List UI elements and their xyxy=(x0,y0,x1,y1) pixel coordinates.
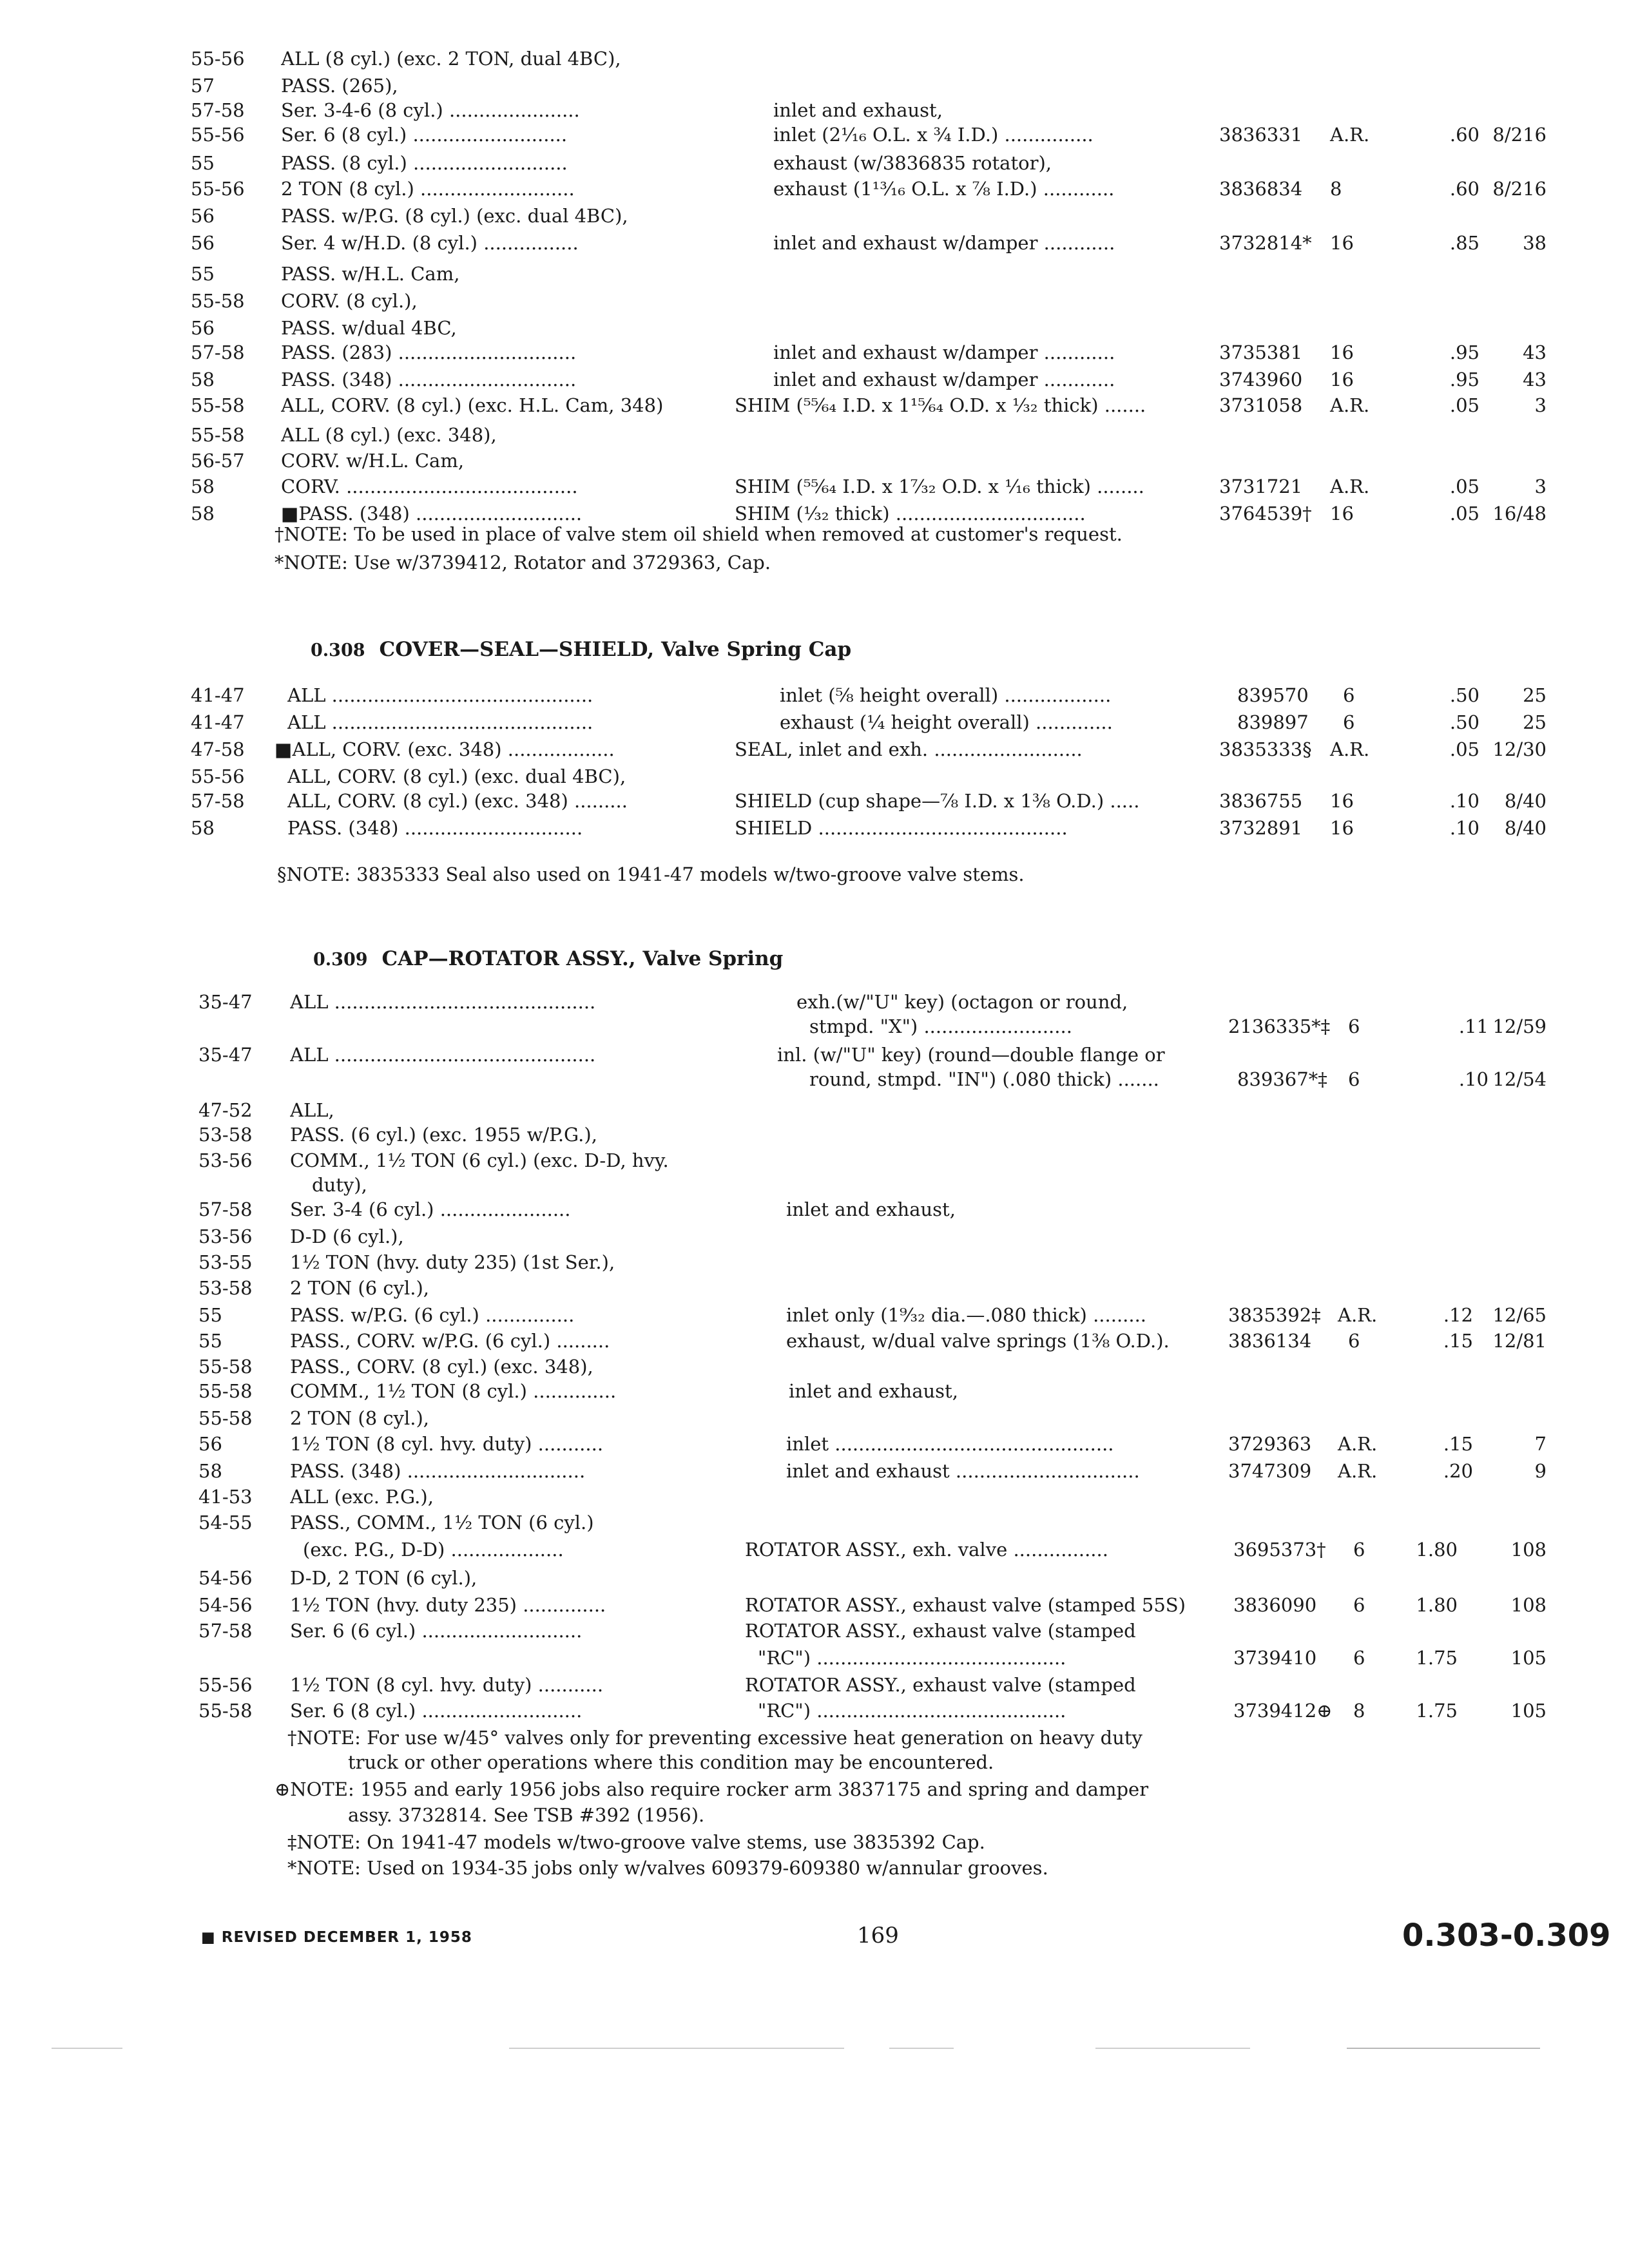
year-cell: 53-56 xyxy=(198,1225,253,1247)
table-row xyxy=(0,1196,1629,1223)
description-cell: exh.(w/"U" key) (octagon or round, xyxy=(796,991,1128,1013)
scan-artifact xyxy=(509,2048,844,2049)
amount: 9 xyxy=(1534,1460,1547,1482)
application-cell: Ser. 6 (8 cyl.) ........................... xyxy=(290,1700,583,1722)
price: .10 xyxy=(1449,790,1480,812)
application-cell: CORV. (8 cyl.), xyxy=(281,290,418,312)
price: .85 xyxy=(1449,232,1480,254)
application-cell: CORV. w/H.L. Cam, xyxy=(281,450,465,472)
year-cell: 55 xyxy=(191,263,215,285)
application-cell: ALL (8 cyl.) (exc. 2 TON, dual 4BC), xyxy=(281,48,621,70)
amount: 108 xyxy=(1510,1594,1547,1616)
application-cell: PASS. (265), xyxy=(281,75,398,97)
amount: 25 xyxy=(1523,684,1547,706)
table-row xyxy=(0,1249,1629,1276)
description-cell: inl. (w/"U" key) (round—double flange or xyxy=(777,1044,1165,1066)
description-cell: round, stmpd. "IN") (.080 thick) ....... xyxy=(809,1068,1159,1090)
year-cell: 58 xyxy=(191,817,215,839)
amount: 12/81 xyxy=(1492,1330,1547,1352)
amount: 25 xyxy=(1523,711,1547,733)
price: .05 xyxy=(1449,503,1480,524)
table-row xyxy=(0,121,1629,148)
footnote: †NOTE: For use w/45° valves only for preventing excessive heat generation on heavy duty xyxy=(287,1727,1142,1749)
amount: 105 xyxy=(1510,1700,1547,1722)
table-row xyxy=(0,763,1629,790)
part-number: 839367*‡ xyxy=(1237,1068,1327,1090)
year-cell: 55 xyxy=(198,1304,222,1326)
application-cell: duty), xyxy=(312,1174,367,1196)
year-cell: 56 xyxy=(191,205,215,227)
quantity: A.R. xyxy=(1338,1433,1378,1455)
table-row xyxy=(0,736,1629,763)
table-row xyxy=(0,787,1629,814)
year-cell: 55-58 xyxy=(198,1380,253,1402)
application-cell: ALL, CORV. (8 cyl.) (exc. 348) ......... xyxy=(287,790,628,812)
price: .05 xyxy=(1449,394,1480,416)
application-cell: Ser. 6 (6 cyl.) ........................... xyxy=(290,1620,583,1642)
description-cell: inlet and exhaust, xyxy=(786,1198,956,1220)
quantity: 6 xyxy=(1343,684,1355,706)
year-cell: 55-58 xyxy=(191,290,245,312)
application-cell: PASS. (348) .............................. xyxy=(287,817,583,839)
application-cell: ALL (exc. P.G.), xyxy=(290,1486,434,1508)
table-row xyxy=(0,1697,1629,1724)
quantity: 6 xyxy=(1348,1068,1360,1090)
quantity: A.R. xyxy=(1330,394,1370,416)
quantity: A.R. xyxy=(1330,738,1370,760)
scan-artifact xyxy=(1347,2048,1540,2049)
table-row xyxy=(0,1509,1629,1536)
quantity: 16 xyxy=(1330,369,1354,390)
application-cell: CORV. ....................................... xyxy=(281,476,578,497)
table-row xyxy=(0,1483,1629,1510)
part-number: 2136335*‡ xyxy=(1228,1015,1331,1037)
section-range: 0.303-0.309 xyxy=(1402,1917,1611,1954)
description-cell: exhaust (1¹³⁄₁₆ O.L. x ⅞ I.D.) ............ xyxy=(773,178,1115,200)
year-cell: 57-58 xyxy=(198,1198,253,1220)
description-cell: inlet and exhaust w/damper ............ xyxy=(773,369,1115,390)
year-cell: 35-47 xyxy=(198,991,253,1013)
scan-artifact xyxy=(52,2048,122,2049)
amount: 3 xyxy=(1534,476,1547,497)
table-row xyxy=(0,1353,1629,1380)
page-number: 169 xyxy=(857,1923,899,1948)
year-cell: 56 xyxy=(198,1433,222,1455)
year-cell: 58 xyxy=(191,503,215,524)
description-cell: exhaust (¼ height overall) ............. xyxy=(780,711,1113,733)
revision-date: ■ REVISED DECEMBER 1, 1958 xyxy=(201,1929,472,1946)
table-row xyxy=(0,421,1629,448)
table-row xyxy=(0,1041,1629,1068)
year-cell: 57-58 xyxy=(191,99,245,121)
amount: 7 xyxy=(1534,1433,1547,1455)
application-cell: PASS., COMM., 1½ TON (6 cyl.) xyxy=(290,1512,594,1533)
table-row xyxy=(0,1066,1629,1093)
description-cell: inlet and exhaust ............................... xyxy=(786,1460,1140,1482)
part-number: 3836090 xyxy=(1233,1594,1317,1616)
application-cell: COMM., 1½ TON (8 cyl.) .............. xyxy=(290,1380,617,1402)
quantity: 6 xyxy=(1348,1015,1360,1037)
table-row xyxy=(0,72,1629,99)
description-cell: inlet and exhaust w/damper ............ xyxy=(773,232,1115,254)
quantity: 6 xyxy=(1353,1647,1365,1669)
section-title: CAP—ROTATOR ASSY., Valve Spring xyxy=(381,947,784,970)
table-row xyxy=(0,1671,1629,1698)
quantity: 6 xyxy=(1353,1594,1365,1616)
application-cell: ■PASS. (348) ............................ xyxy=(281,503,583,524)
application-cell: Ser. 4 w/H.D. (8 cyl.) ................ xyxy=(281,232,579,254)
year-cell: 55 xyxy=(191,152,215,174)
table-row xyxy=(0,97,1629,124)
amount: 8/216 xyxy=(1492,178,1547,200)
price: 1.80 xyxy=(1416,1539,1458,1561)
description-cell: inlet (2¹⁄₁₆ O.L. x ¾ I.D.) ............... xyxy=(773,124,1094,146)
footnote: ‡NOTE: On 1941-47 models w/two-groove valve stems, use 3835392 Cap. xyxy=(287,1831,985,1853)
table-row xyxy=(0,229,1629,256)
application-cell: ALL ............................................ xyxy=(287,711,593,733)
part-number: 3836134 xyxy=(1228,1330,1312,1352)
amount: 3 xyxy=(1534,394,1547,416)
quantity: 6 xyxy=(1343,711,1355,733)
year-cell: 57 xyxy=(191,75,215,97)
year-cell: 57-58 xyxy=(198,1620,253,1642)
year-cell: 55-58 xyxy=(191,394,245,416)
table-row xyxy=(0,1564,1629,1591)
year-cell: 41-47 xyxy=(191,711,245,733)
part-number: 3731721 xyxy=(1219,476,1303,497)
price: .50 xyxy=(1449,684,1480,706)
part-number: 3836834 xyxy=(1219,178,1303,200)
year-cell: 55 xyxy=(198,1330,222,1352)
application-cell: ALL ............................................ xyxy=(290,1044,596,1066)
price: .95 xyxy=(1449,341,1480,363)
quantity: 6 xyxy=(1353,1539,1365,1561)
part-number: 3739410 xyxy=(1233,1647,1317,1669)
amount: 12/59 xyxy=(1492,1015,1547,1037)
table-row xyxy=(0,175,1629,202)
table-row xyxy=(0,1171,1629,1198)
quantity: 6 xyxy=(1348,1330,1360,1352)
year-cell: 56-57 xyxy=(191,450,245,472)
part-number: 3735381 xyxy=(1219,341,1303,363)
application-cell: D-D (6 cyl.), xyxy=(290,1225,404,1247)
price: 1.75 xyxy=(1416,1700,1458,1722)
description-cell: inlet and exhaust, xyxy=(773,99,943,121)
description-cell: SHIELD (cup shape—⅞ I.D. x 1⅜ O.D.) ..... xyxy=(735,790,1140,812)
part-number: 3747309 xyxy=(1228,1460,1312,1482)
table-row xyxy=(0,366,1629,393)
table-row xyxy=(0,1274,1629,1302)
table-row xyxy=(0,1097,1629,1124)
quantity: 8 xyxy=(1330,178,1342,200)
price: .15 xyxy=(1443,1433,1473,1455)
quantity: 16 xyxy=(1330,790,1354,812)
year-cell: 47-52 xyxy=(198,1099,253,1121)
table-row xyxy=(0,473,1629,500)
description-cell: ROTATOR ASSY., exhaust valve (stamped 55S) xyxy=(745,1594,1186,1616)
description-cell: inlet only (1⁹⁄₃₂ dia.—.080 thick) ......... xyxy=(786,1304,1147,1326)
part-number: 3835333§ xyxy=(1219,738,1312,760)
table-row xyxy=(0,1223,1629,1250)
table-row xyxy=(0,1302,1629,1329)
year-cell: 53-56 xyxy=(198,1149,253,1171)
application-cell: Ser. 6 (8 cyl.) .......................... xyxy=(281,124,568,146)
table-row xyxy=(0,1378,1629,1405)
year-cell: 54-55 xyxy=(198,1512,253,1533)
section-number: 0.309 xyxy=(313,950,368,970)
description-cell: exhaust, w/dual valve springs (1⅜ O.D.). xyxy=(786,1330,1170,1352)
year-cell: 53-58 xyxy=(198,1124,253,1146)
year-cell: 55-56 xyxy=(198,1674,253,1696)
application-cell: D-D, 2 TON (6 cyl.), xyxy=(290,1567,477,1589)
year-cell: 53-55 xyxy=(198,1251,253,1273)
quantity: 16 xyxy=(1330,232,1354,254)
quantity: 8 xyxy=(1353,1700,1365,1722)
table-row xyxy=(0,392,1629,419)
amount: 12/30 xyxy=(1492,738,1547,760)
section-title: COVER—SEAL—SHIELD, Valve Spring Cap xyxy=(379,638,852,661)
table-row xyxy=(0,1327,1629,1354)
part-number: 3695373† xyxy=(1233,1539,1326,1561)
price: 1.75 xyxy=(1416,1647,1458,1669)
table-row xyxy=(0,1617,1629,1644)
table-row xyxy=(0,1147,1629,1174)
amount: 43 xyxy=(1523,369,1547,390)
scan-artifact xyxy=(1095,2048,1250,2049)
year-cell: 41-53 xyxy=(198,1486,253,1508)
description-cell: ROTATOR ASSY., exhaust valve (stamped xyxy=(745,1620,1136,1642)
application-cell: PASS. (348) .............................. xyxy=(281,369,577,390)
amount: 38 xyxy=(1523,232,1547,254)
year-cell: 56 xyxy=(191,232,215,254)
application-cell: (exc. P.G., D-D) ................... xyxy=(303,1539,564,1561)
application-cell: ALL, CORV. (8 cyl.) (exc. H.L. Cam, 348) xyxy=(281,394,664,416)
amount: 108 xyxy=(1510,1539,1547,1561)
part-number: 3732891 xyxy=(1219,817,1303,839)
table-row xyxy=(0,1405,1629,1432)
year-cell: 47-58 xyxy=(191,738,245,760)
application-cell: PASS. (8 cyl.) .......................... xyxy=(281,152,568,174)
year-cell: 57-58 xyxy=(191,790,245,812)
application-cell: 1½ TON (hvy. duty 235) (1st Ser.), xyxy=(290,1251,615,1273)
year-cell: 55-56 xyxy=(191,124,245,146)
year-cell: 58 xyxy=(198,1460,222,1482)
application-cell: PASS. w/P.G. (6 cyl.) ............... xyxy=(290,1304,575,1326)
footnote: *NOTE: Used on 1934-35 jobs only w/valves 609379-609380 w/annular grooves. xyxy=(287,1857,1048,1879)
footnote: assy. 3732814. See TSB #392 (1956). xyxy=(348,1804,705,1826)
part-number: 3731058 xyxy=(1219,394,1303,416)
description-cell: inlet ............................................... xyxy=(786,1433,1114,1455)
application-cell: 1½ TON (hvy. duty 235) .............. xyxy=(290,1594,606,1616)
quantity: A.R. xyxy=(1330,476,1370,497)
table-row xyxy=(0,709,1629,736)
application-cell: ALL, xyxy=(290,1099,334,1121)
application-cell: ■ALL, CORV. (exc. 348) .................. xyxy=(275,738,615,760)
section-heading-0308 xyxy=(311,635,851,665)
footnote: *NOTE: Use w/3739412, Rotator and 3729363, Cap. xyxy=(275,552,771,573)
price: .15 xyxy=(1443,1330,1473,1352)
price: .20 xyxy=(1443,1460,1473,1482)
description-cell: "RC") .......................................... xyxy=(758,1700,1066,1722)
table-row xyxy=(0,1457,1629,1485)
year-cell: 53-58 xyxy=(198,1277,253,1299)
part-number: 3729363 xyxy=(1228,1433,1312,1455)
price: .95 xyxy=(1449,369,1480,390)
year-cell: 57-58 xyxy=(191,341,245,363)
description-cell: inlet and exhaust, xyxy=(789,1380,958,1402)
part-number: 3739412⊕ xyxy=(1233,1700,1333,1722)
application-cell: ALL ............................................ xyxy=(287,684,593,706)
amount: 105 xyxy=(1510,1647,1547,1669)
table-row xyxy=(0,1121,1629,1148)
application-cell: PASS., CORV. (8 cyl.) (exc. 348), xyxy=(290,1356,593,1378)
table-row xyxy=(0,1430,1629,1457)
price: .10 xyxy=(1458,1068,1489,1090)
price: .05 xyxy=(1449,738,1480,760)
part-number: 3732814* xyxy=(1219,232,1312,254)
year-cell: 58 xyxy=(191,476,215,497)
description-cell: SHIM (¹⁄₃₂ thick) ................................ xyxy=(735,503,1086,524)
price: .60 xyxy=(1449,178,1480,200)
application-cell: PASS. w/P.G. (8 cyl.) (exc. dual 4BC), xyxy=(281,205,628,227)
price: .50 xyxy=(1449,711,1480,733)
table-row xyxy=(0,260,1629,287)
application-cell: PASS., CORV. w/P.G. (6 cyl.) ......... xyxy=(290,1330,610,1352)
description-cell: inlet and exhaust w/damper ............ xyxy=(773,341,1115,363)
quantity: A.R. xyxy=(1330,124,1370,146)
year-cell: 35-47 xyxy=(198,1044,253,1066)
part-number: 3743960 xyxy=(1219,369,1303,390)
section-number: 0.308 xyxy=(311,640,365,660)
year-cell: 55-56 xyxy=(191,178,245,200)
amount: 8/216 xyxy=(1492,124,1547,146)
amount: 43 xyxy=(1523,341,1547,363)
description-cell: ROTATOR ASSY., exh. valve ................ xyxy=(745,1539,1108,1561)
application-cell: ALL, CORV. (8 cyl.) (exc. dual 4BC), xyxy=(287,765,626,787)
part-number: 3836755 xyxy=(1219,790,1303,812)
quantity: A.R. xyxy=(1338,1460,1378,1482)
year-cell: 55-58 xyxy=(198,1700,253,1722)
price: .60 xyxy=(1449,124,1480,146)
application-cell: PASS. w/dual 4BC, xyxy=(281,317,457,339)
description-cell: SHIM (⁵⁵⁄₆₄ I.D. x 1⁷⁄₃₂ O.D. x ¹⁄₁₆ thick) ........ xyxy=(735,476,1144,497)
description-cell: SEAL, inlet and exh. ......................... xyxy=(735,738,1083,760)
application-cell: ALL (8 cyl.) (exc. 348), xyxy=(281,424,497,446)
application-cell: PASS. (6 cyl.) (exc. 1955 w/P.G.), xyxy=(290,1124,597,1146)
quantity: A.R. xyxy=(1338,1304,1378,1326)
application-cell: COMM., 1½ TON (6 cyl.) (exc. D-D, hvy. xyxy=(290,1149,669,1171)
price: 1.80 xyxy=(1416,1594,1458,1616)
table-row xyxy=(0,988,1629,1015)
table-row xyxy=(0,202,1629,229)
part-number: 839570 xyxy=(1237,684,1309,706)
description-cell: inlet (⅝ height overall) .................. xyxy=(780,684,1112,706)
section-heading-0309 xyxy=(313,945,783,974)
application-cell: ALL ............................................ xyxy=(290,991,596,1013)
quantity: 16 xyxy=(1330,503,1354,524)
amount: 8/40 xyxy=(1504,817,1547,839)
application-cell: 2 TON (6 cyl.), xyxy=(290,1277,430,1299)
description-cell: SHIELD .......................................... xyxy=(735,817,1068,839)
part-number: 3835392‡ xyxy=(1228,1304,1321,1326)
table-row xyxy=(0,447,1629,474)
amount: 8/40 xyxy=(1504,790,1547,812)
table-row xyxy=(0,814,1629,841)
amount: 16/48 xyxy=(1492,503,1547,524)
footnote: †NOTE: To be used in place of valve stem oil shield when removed at customer's request. xyxy=(275,523,1123,545)
year-cell: 56 xyxy=(191,317,215,339)
application-cell: 2 TON (8 cyl.), xyxy=(290,1407,430,1429)
year-cell: 58 xyxy=(191,369,215,390)
table-row xyxy=(0,1644,1629,1671)
year-cell: 54-56 xyxy=(198,1567,253,1589)
description-cell: ROTATOR ASSY., exhaust valve (stamped xyxy=(745,1674,1136,1696)
table-row xyxy=(0,149,1629,177)
year-cell: 55-58 xyxy=(191,424,245,446)
application-cell: Ser. 3-4 (6 cyl.) ...................... xyxy=(290,1198,571,1220)
application-cell: PASS. (348) .............................. xyxy=(290,1460,586,1482)
price: .10 xyxy=(1449,817,1480,839)
year-cell: 55-56 xyxy=(191,48,245,70)
table-row xyxy=(0,1013,1629,1040)
quantity: 16 xyxy=(1330,817,1354,839)
table-row xyxy=(0,287,1629,314)
price: .12 xyxy=(1443,1304,1473,1326)
table-row xyxy=(0,1591,1629,1619)
price: .11 xyxy=(1458,1015,1489,1037)
table-row xyxy=(0,1536,1629,1563)
footnote: truck or other operations where this condition may be encountered. xyxy=(348,1751,994,1773)
part-number: 839897 xyxy=(1237,711,1309,733)
application-cell: PASS. (283) .............................. xyxy=(281,341,577,363)
application-cell: 1½ TON (8 cyl. hvy. duty) ........... xyxy=(290,1674,604,1696)
application-cell: PASS. w/H.L. Cam, xyxy=(281,263,460,285)
description-cell: exhaust (w/3836835 rotator), xyxy=(773,152,1052,174)
application-cell: Ser. 3-4-6 (8 cyl.) ...................... xyxy=(281,99,580,121)
amount: 12/65 xyxy=(1492,1304,1547,1326)
description-cell: SHIM (⁵⁵⁄₆₄ I.D. x 1¹⁵⁄₆₄ O.D. x ¹⁄₃₂ thick) ....... xyxy=(735,394,1146,416)
year-cell: 55-58 xyxy=(198,1407,253,1429)
table-row xyxy=(0,682,1629,709)
year-cell: 54-56 xyxy=(198,1594,253,1616)
quantity: 16 xyxy=(1330,341,1354,363)
year-cell: 55-58 xyxy=(198,1356,253,1378)
description-cell: stmpd. "X") ......................... xyxy=(809,1015,1072,1037)
table-row xyxy=(0,339,1629,366)
footnote: §NOTE: 3835333 Seal also used on 1941-47 models w/two-groove valve stems. xyxy=(277,863,1025,885)
part-number: 3764539† xyxy=(1219,503,1312,524)
amount: 12/54 xyxy=(1492,1068,1547,1090)
table-row xyxy=(0,45,1629,72)
application-cell: 1½ TON (8 cyl. hvy. duty) ........... xyxy=(290,1433,604,1455)
description-cell: "RC") .......................................... xyxy=(758,1647,1066,1669)
scan-artifact xyxy=(889,2048,954,2049)
footnote: ⊕NOTE: 1955 and early 1956 jobs also require rocker arm 3837175 and spring and damper xyxy=(275,1778,1149,1800)
year-cell: 41-47 xyxy=(191,684,245,706)
year-cell: 55-56 xyxy=(191,765,245,787)
table-row xyxy=(0,314,1629,341)
part-number: 3836331 xyxy=(1219,124,1303,146)
application-cell: 2 TON (8 cyl.) .......................... xyxy=(281,178,575,200)
price: .05 xyxy=(1449,476,1480,497)
